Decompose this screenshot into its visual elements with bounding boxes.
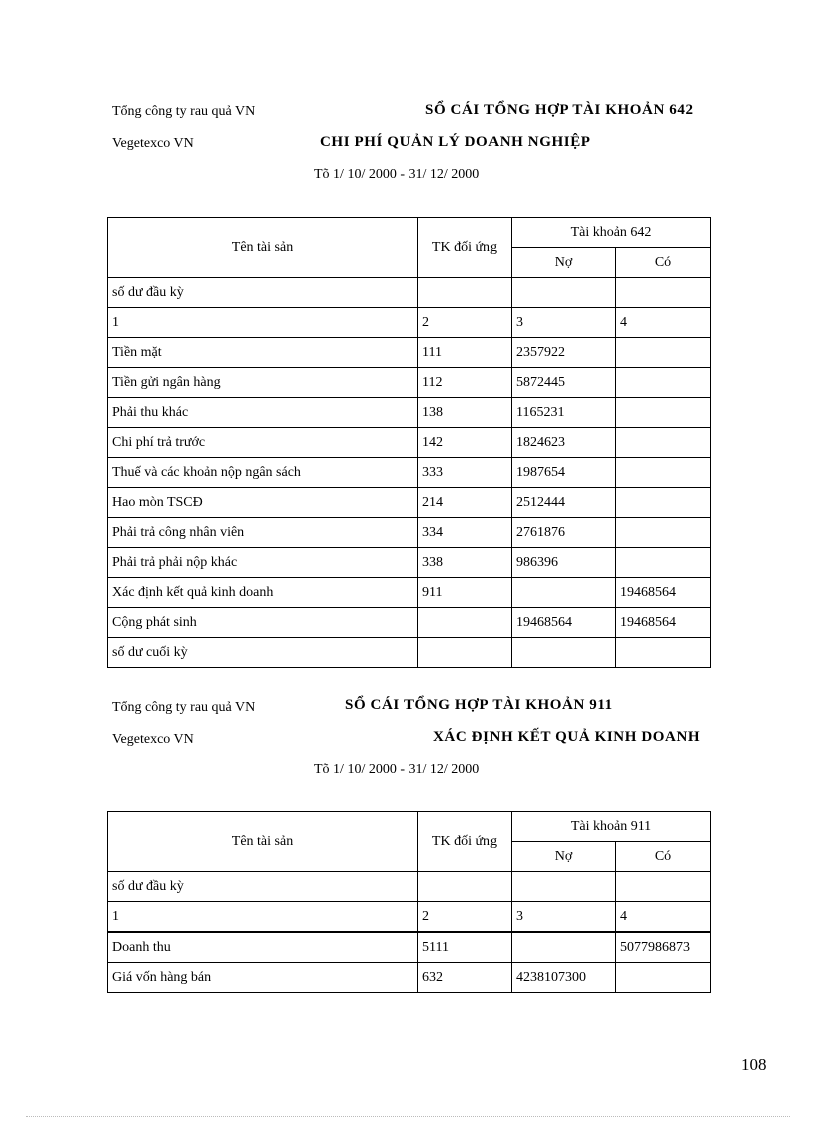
row-counter-account-cell: 334 [418,518,512,548]
row-credit-cell [616,518,711,548]
row-credit-cell [616,398,711,428]
table-row [108,518,711,548]
row-credit-cell: 19468564 [616,608,711,638]
table-row [108,488,711,518]
row-credit-cell [616,458,711,488]
row-debit-cell: 19468564 [512,608,616,638]
row-credit-cell: 19468564 [616,578,711,608]
table-row [108,308,711,338]
row-counter-account-cell [418,638,512,668]
row-name-cell: Chi phí trả trước [108,428,418,458]
row-name-cell: Phải trả công nhân viên [108,518,418,548]
row-debit-cell: 2761876 [512,518,616,548]
col-header-counter-account: TK đối ứng [418,218,512,278]
ledger-table-642 [107,217,711,668]
ledger-subtitle: XÁC ĐỊNH KẾT QUẢ KINH DOANH [433,729,701,745]
col-header-credit: Có [616,248,711,278]
col-header-name: Tên tài sản [108,218,418,278]
table-row [108,963,711,993]
row-credit-cell [616,428,711,458]
row-debit-cell: 1987654 [512,458,616,488]
row-counter-account-cell: 138 [418,398,512,428]
table-row [108,578,711,608]
row-counter-account-cell: 5111 [418,932,512,963]
col-header-account: Tài khoản 642 [512,218,711,248]
col-header-credit: Có [616,842,711,872]
row-credit-cell [616,488,711,518]
ledger-subtitle: CHI PHÍ QUẢN LÝ DOANH NGHIỆP [320,134,591,150]
row-debit-cell [512,638,616,668]
row-credit-cell [616,278,711,308]
row-debit-cell [512,578,616,608]
row-debit-cell: 5872445 [512,368,616,398]
org-short-name: Vegetexco VN [112,732,194,747]
row-name-cell: Giá vốn hàng bán [108,963,418,993]
row-debit-cell: 3 [512,308,616,338]
row-counter-account-cell [418,872,512,902]
row-name-cell: Hao mòn TSCĐ [108,488,418,518]
row-name-cell: 1 [108,902,418,933]
row-name-cell: Tiền gửi ngân hàng [108,368,418,398]
row-counter-account-cell [418,278,512,308]
row-counter-account-cell: 111 [418,338,512,368]
row-name-cell: số dư đầu kỳ [108,872,418,902]
row-credit-cell [616,638,711,668]
row-counter-account-cell: 911 [418,578,512,608]
row-credit-cell [616,548,711,578]
row-name-cell: số dư cuối kỳ [108,638,418,668]
row-counter-account-cell: 333 [418,458,512,488]
row-name-cell: số dư đầu kỳ [108,278,418,308]
row-debit-cell: 3 [512,902,616,933]
row-debit-cell: 2512444 [512,488,616,518]
table-row [108,548,711,578]
period: Tõ 1/ 10/ 2000 - 31/ 12/ 2000 [314,167,480,182]
row-credit-cell [616,338,711,368]
table-row [108,278,711,308]
row-name-cell: Phải thu khác [108,398,418,428]
col-header-debit: Nợ [512,842,616,872]
row-counter-account-cell: 142 [418,428,512,458]
row-debit-cell: 986396 [512,548,616,578]
page-number: 108 [741,1055,767,1074]
row-counter-account-cell: 338 [418,548,512,578]
row-name-cell: Phải trả phải nộp khác [108,548,418,578]
row-credit-cell [616,872,711,902]
row-name-cell: Xác định kết quả kinh doanh [108,578,418,608]
row-name-cell: Tiền mặt [108,338,418,368]
table-row [108,902,711,933]
row-debit-cell: 1824623 [512,428,616,458]
col-header-name: Tên tài sản [108,812,418,872]
row-name-cell: Thuế và các khoản nộp ngân sách [108,458,418,488]
row-debit-cell [512,932,616,963]
row-name-cell: Cộng phát sinh [108,608,418,638]
row-name-cell: 1 [108,308,418,338]
row-name-cell: Doanh thu [108,932,418,963]
row-counter-account-cell: 214 [418,488,512,518]
row-debit-cell: 2357922 [512,338,616,368]
row-counter-account-cell: 2 [418,902,512,933]
row-counter-account-cell [418,608,512,638]
table-row [108,872,711,902]
row-debit-cell [512,872,616,902]
period: Tõ 1/ 10/ 2000 - 31/ 12/ 2000 [314,762,480,777]
ledger-title: SỔ CÁI TỔNG HỢP TÀI KHOẢN 911 [345,697,613,713]
row-credit-cell: 4 [616,902,711,933]
org-name: Tổng công ty rau quả VN [112,700,256,715]
ledger-title: SỔ CÁI TỔNG HỢP TÀI KHOẢN 642 [425,102,694,118]
row-counter-account-cell: 632 [418,963,512,993]
row-debit-cell: 1165231 [512,398,616,428]
table-row [108,428,711,458]
table-row [108,638,711,668]
table-row [108,458,711,488]
footer-divider [26,1116,790,1117]
col-header-counter-account: TK đối ứng [418,812,512,872]
table-row [108,368,711,398]
row-credit-cell [616,963,711,993]
row-credit-cell: 5077986873 [616,932,711,963]
org-short-name: Vegetexco VN [112,136,194,151]
col-header-debit: Nợ [512,248,616,278]
table-row [108,398,711,428]
ledger-table-911 [107,811,711,993]
org-name: Tổng công ty rau quả VN [112,104,256,119]
row-credit-cell: 4 [616,308,711,338]
table-row [108,338,711,368]
col-header-account: Tài khoản 911 [512,812,711,842]
row-counter-account-cell: 2 [418,308,512,338]
row-credit-cell [616,368,711,398]
table-row [108,608,711,638]
table-row [108,932,711,963]
row-counter-account-cell: 112 [418,368,512,398]
row-debit-cell [512,278,616,308]
row-debit-cell: 4238107300 [512,963,616,993]
